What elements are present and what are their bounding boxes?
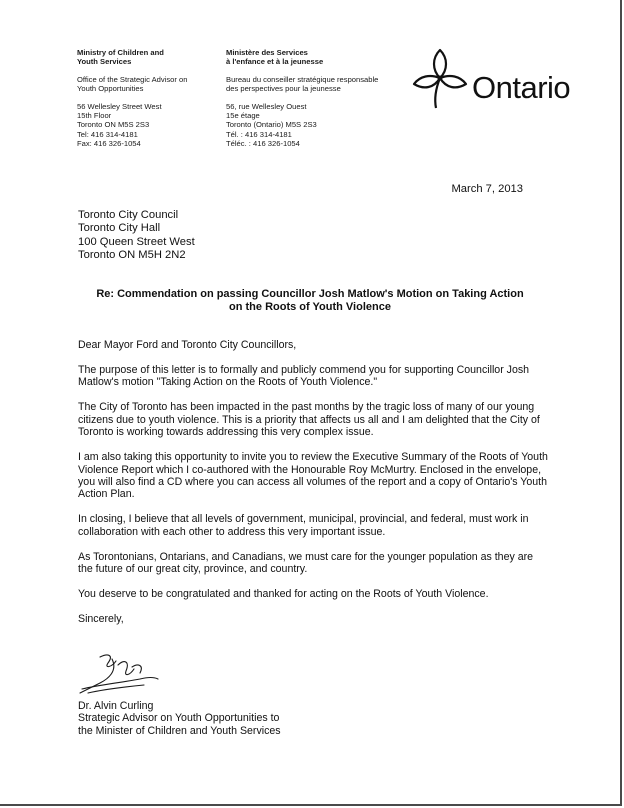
subject-heading xyxy=(70,288,550,313)
office-name-en-line2: Youth Opportunities xyxy=(77,84,144,94)
office-name-fr-line1: Bureau du conseiller stratégique responsable xyxy=(226,74,379,84)
signer-name: Dr. Alvin Curling xyxy=(78,700,154,712)
letterhead-french xyxy=(226,48,401,149)
phone-en: Tel: 416 314-4181 xyxy=(77,129,138,139)
signer-title-line2: the Minister of Children and Youth Services xyxy=(78,724,281,737)
fax-en: Fax: 416 326-1054 xyxy=(77,139,141,149)
letter-date: March 7, 2013 xyxy=(451,183,523,195)
letter-body xyxy=(78,339,548,638)
subject-line2: on the Roots of Youth Violence xyxy=(229,300,391,313)
subject-line1: Re: Commendation on passing Councillor Josh Matlow's Motion on Taking Action xyxy=(96,288,524,300)
recipient-address xyxy=(78,209,195,263)
ministry-name-fr-line2: à l'enfance et à la jeunesse xyxy=(226,57,324,67)
paragraph-4: In closing, I believe that all levels of government, municipal, provincial, and federal, must work in collaboration with each other to address this very important issue. xyxy=(78,513,529,538)
office-name-fr-line2: des perspectives pour la jeunesse xyxy=(226,84,341,94)
recipient-line2: Toronto City Hall xyxy=(78,222,161,235)
closing: Sincerely, xyxy=(78,613,124,626)
recipient-line3: 100 Queen Street West xyxy=(78,235,195,248)
trillium-icon xyxy=(410,40,470,112)
handwritten-signature xyxy=(78,649,168,695)
paragraph-1: The purpose of this letter is to formally and publicly commend you for supporting Councillor Josh Matlow's motion "Taking Action on the Roots of Youth Violence." xyxy=(78,364,530,389)
ministry-name-en-line2: Youth Services xyxy=(77,57,132,67)
ministry-name-fr-line1: Ministère des Services xyxy=(226,48,308,57)
address-en-line2: 15th Floor xyxy=(77,111,112,121)
office-name-en-line1: Office of the Strategic Advisor on xyxy=(77,74,188,84)
paragraph-3: I am also taking this opportunity to invite you to review the Executive Summary of the Roots of Youth Violence Report which I co-authored with the Honourable Roy McMurtry. Enclosed in the envelope, you will also find a CD where you can access all volumes of the report and a copy of Ontario's Youth Action Plan. xyxy=(78,451,548,501)
ontario-logo xyxy=(410,40,595,112)
phone-fr: Tél. : 416 314-4181 xyxy=(226,129,292,139)
recipient-line4: Toronto ON M5H 2N2 xyxy=(78,249,186,262)
recipient-line1: Toronto City Council xyxy=(78,209,179,221)
paragraph-5: As Torontonians, Ontarians, and Canadians, we must care for the younger population as they are the future of our great city, province, and country. xyxy=(78,550,534,576)
ontario-wordmark: Ontario xyxy=(472,70,571,105)
address-en-line1: 56 Wellesley Street West xyxy=(77,101,162,111)
letterhead-english xyxy=(77,48,217,149)
paragraph-2: The City of Toronto has been impacted in the past months by the tragic loss of many of our young citizens due to youth violence. This is a priority that affects us all and I am delighted that the City of Toronto is working towards addressing this very complex issue. xyxy=(78,401,540,439)
paragraph-6: You deserve to be congratulated and thanked for acting on the Roots of Youth Violence. xyxy=(78,588,489,601)
address-fr-line3: Toronto (Ontario) M5S 2S3 xyxy=(226,120,317,130)
fax-fr: Téléc. : 416 326-1054 xyxy=(226,139,300,149)
address-fr-line2: 15e étage xyxy=(226,111,260,121)
signature-block xyxy=(78,700,281,737)
address-en-line3: Toronto ON M5S 2S3 xyxy=(77,120,150,130)
address-fr-line1: 56, rue Wellesley Ouest xyxy=(226,101,307,111)
salutation: Dear Mayor Ford and Toronto City Councillors, xyxy=(78,339,297,351)
signer-title-line1: Strategic Advisor on Youth Opportunities to xyxy=(78,712,280,725)
ministry-name-en-line1: Ministry of Children and xyxy=(77,48,164,57)
